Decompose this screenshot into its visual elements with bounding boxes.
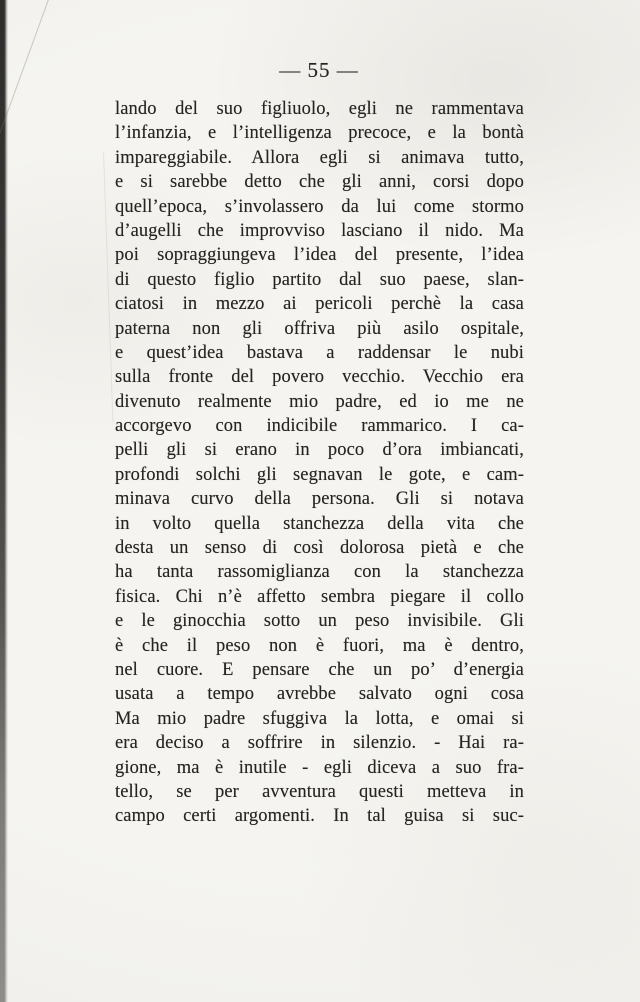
text-line: pelli gli si erano in poco d’ora imbiancati,: [115, 440, 524, 461]
text-line: ha tanta rassomiglianza con la stanchezza: [115, 562, 524, 583]
text-line: quell’epoca, s’involassero da lui come stormo: [115, 196, 524, 217]
text-line: poi sopraggiungeva l’idea del presente, l’idea: [115, 245, 524, 266]
text-line: era deciso a soffrire in silenzio. - Hai ra-: [115, 733, 524, 754]
text-line: divenuto realmente mio padre, ed io me ne: [115, 391, 524, 412]
text-line: ciatosi in mezzo ai pericoli perchè la casa: [115, 294, 524, 315]
text-line: impareggiabile. Allora egli si animava tutto,: [115, 147, 524, 168]
text-line: e si sarebbe detto che gli anni, corsi dopo: [115, 172, 524, 193]
text-line: nel cuore. E pensare che un po’ d’energia: [115, 659, 524, 680]
text-line: è che il peso non è fuori, ma è dentro,: [115, 635, 524, 656]
text-line: Ma mio padre sfuggiva la lotta, e omai si: [115, 708, 524, 729]
text-line: usata a tempo avrebbe salvato ogni cosa: [115, 684, 524, 705]
scan-edge-shadow: [0, 0, 8, 1002]
text-line: tello, se per avventura questi metteva in: [115, 781, 524, 802]
text-line: e le ginocchia sotto un peso invisibile. Gli: [115, 611, 524, 632]
text-line: d’augelli che improvviso lasciano il nido. Ma: [115, 220, 524, 241]
text-line: gione, ma è inutile - egli diceva a suo fra-: [115, 757, 524, 778]
text-line: minava curvo della persona. Gli si notava: [115, 489, 524, 510]
body-text: [115, 97, 524, 829]
page-number: — 55 —: [279, 58, 359, 82]
text-line: e quest’idea bastava a raddensar le nubi: [115, 342, 524, 363]
text-line: fisica. Chi n’è affetto sembra piegare il collo: [115, 586, 524, 607]
text-line: sulla fronte del povero vecchio. Vecchio era: [115, 367, 524, 388]
text-line: l’infanzia, e l’intelligenza precoce, e la bontà: [115, 123, 524, 144]
text-line: in volto quella stanchezza della vita che: [115, 513, 524, 534]
text-line: lando del suo figliuolo, egli ne rammentava: [115, 99, 524, 119]
text-line: accorgevo con indicibile rammarico. I ca-: [115, 416, 524, 437]
text-line: campo certi argomenti. In tal guisa si suc-: [115, 806, 524, 827]
text-line: desta un senso di così dolorosa pietà e che: [115, 538, 524, 559]
paper-scratch: [103, 152, 113, 422]
text-line: paterna non gli offriva più asilo ospitale,: [115, 318, 524, 339]
text-line: profondi solchi gli segnavan le gote, e cam-: [115, 464, 524, 485]
text-line: di questo figlio partito dal suo paese, slan-: [115, 269, 524, 290]
